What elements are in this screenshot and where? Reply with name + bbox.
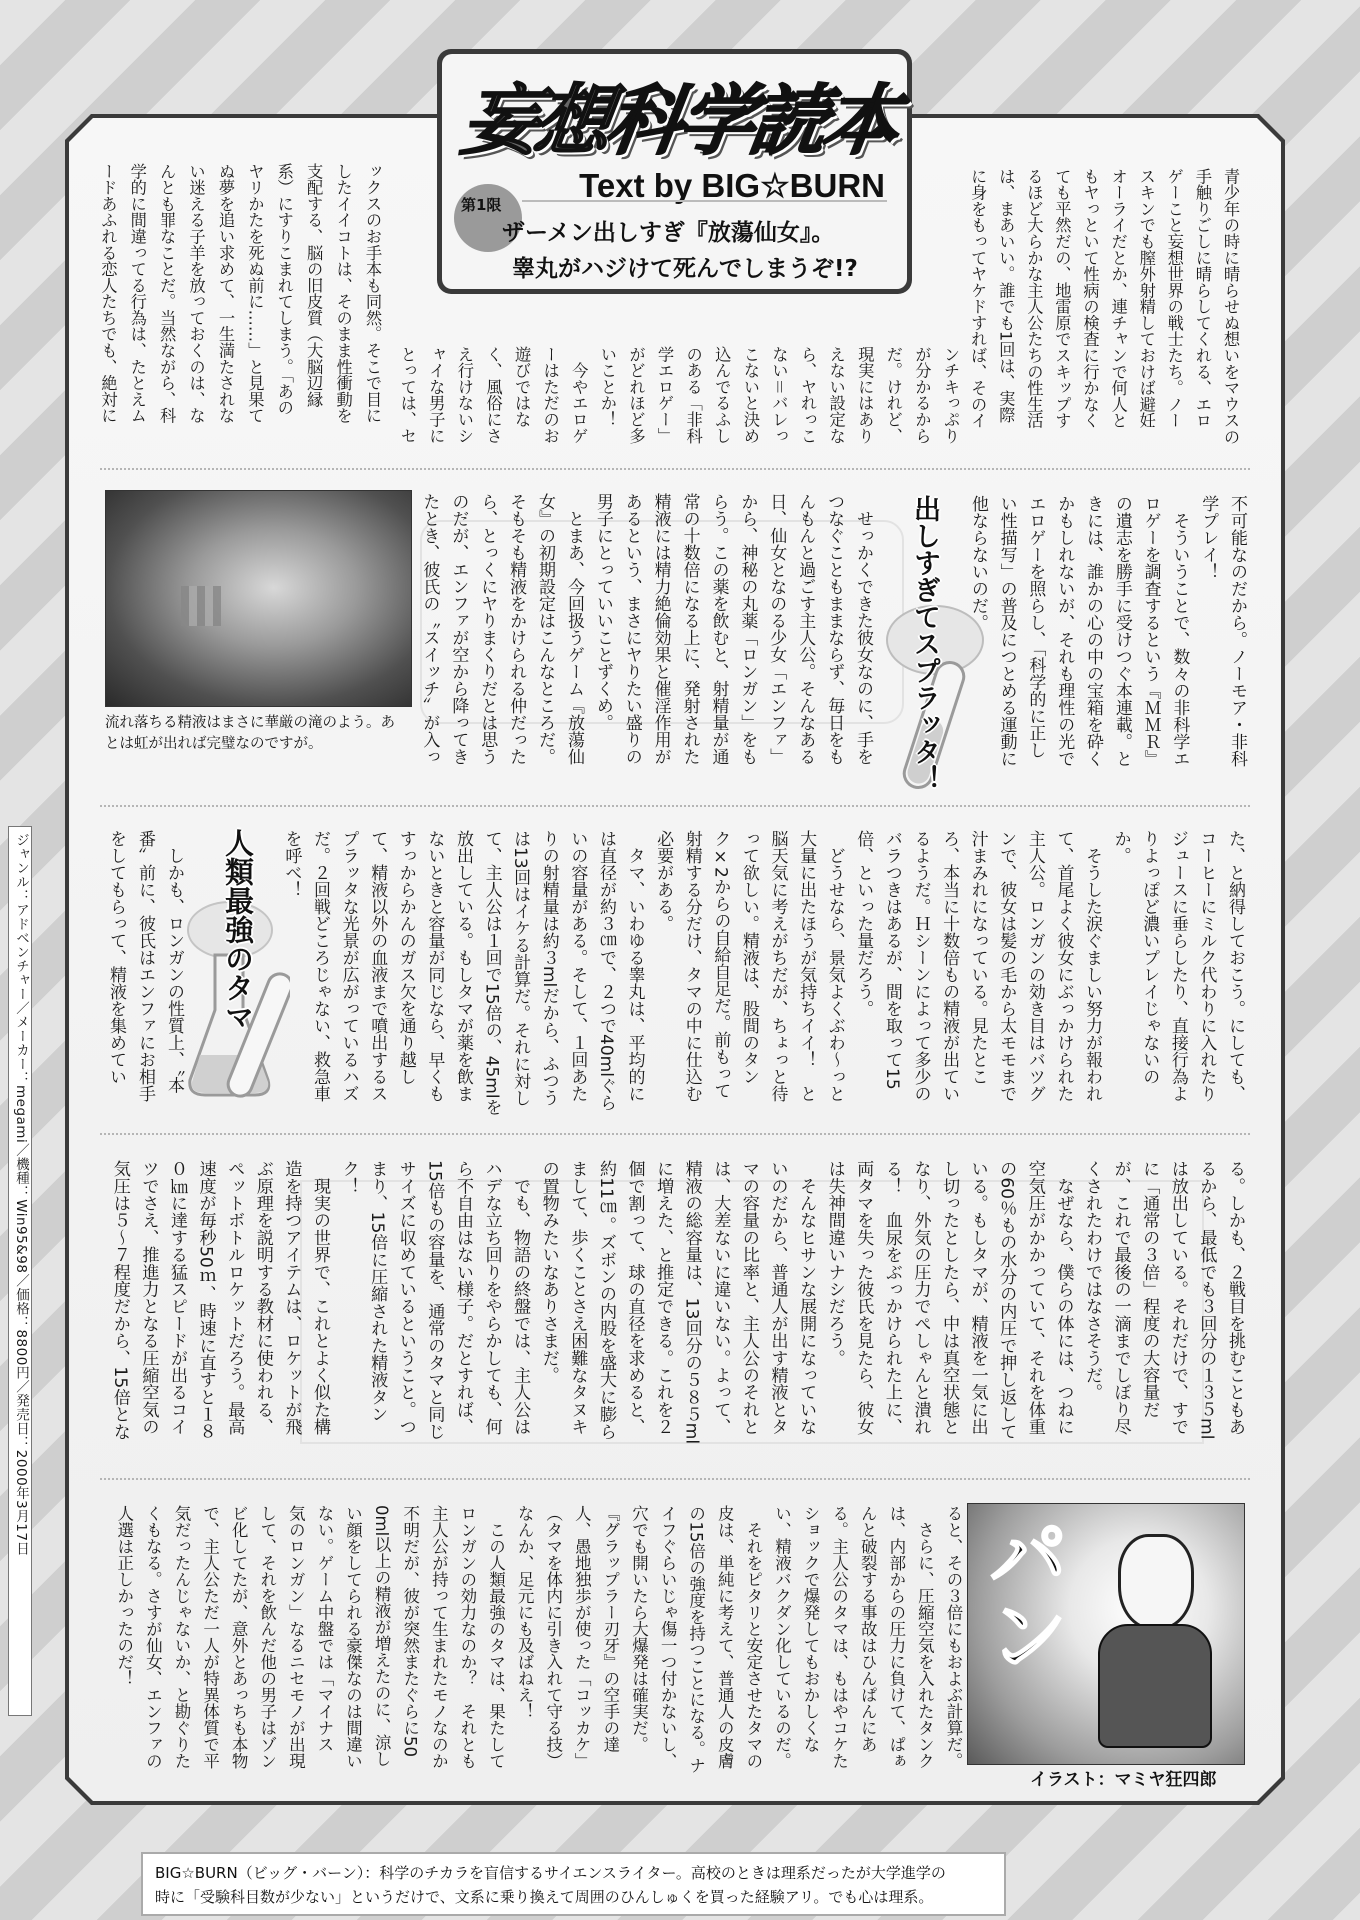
title-box-inner [442,54,907,289]
article-text-block: しかも、ロンガンの性質上、〝本 番〟前に、彼氏はエンファにお相手 をしてもらって、精液を集めてい [106,830,184,1102]
author-bio-line2: 時に「受験科目数が少ない」というだけで、文系に乗り換えて周囲のひんしゅくを買った経験アリ。でも心は理系。 [155,1888,934,1906]
title-box [437,49,912,294]
row-separator [100,805,1250,807]
row-separator [100,468,1250,470]
row-separator [100,1478,1250,1480]
series-title-part1: 妄想 [456,76,614,165]
game-screenshot-image [105,490,412,707]
subtitle-line1: ザーメン出しすぎ『放蕩仙女』。 [502,220,835,246]
series-title-part2: 科学読本 [600,76,902,165]
article-text-block: ンチキっぷり が分かるから だ。けれど、 現実にはあり えない設定な ら、ヤれっこ ない＝バレっ こないと決め 込んでるふし のある「非科 学エロゲー」 がどれほど多 いことか！ 今やエロゲ ーはただのお 遊びではな く、風俗にさ え行けないシ ャイな男子に とっては、セ [397,346,960,444]
manga-illustration [967,1503,1245,1765]
mosaic-censor [181,586,221,626]
author-bio-box [141,1852,1006,1916]
article-text-block: ックスのお手本も同然。そこで目に したイイコトは、そのまま性衝動を 支配する、脳の旧皮質（大脳辺縁 系）にすりこまれてしまう。「あの ヤリかたを死ぬ前に……」と見果て ぬ夢を追い求めて、一生満たされな い迷える子羊を放っておくのは、な んとも罪なことだ。当然ながら、科 学的に間違ってる行為は、たとえム ードあふれる恋人たちでも、絶対に [98,163,382,424]
title-divider [522,200,887,202]
lesson-badge-label: 第1限 [461,196,502,214]
article-text-block: せっかくできた彼女なのに、手を つなぐこともままならず、毎日をも んもんと過ごす主人公。そんなある 日、仙女となのる少女「エンファ」 から、神秘の丸薬「ロンガン」をも らう。この薬を飲むと、射精量が通 常の十数倍になる上に、発射された 精液には精力絶倫効果と催淫作用が あるという、まさにヤりたい盛りの 男子にとっていいことずくめ。 とまあ、今回扱うゲーム『放蕩仙 女』の初期設定はこんなところだ。 そもそも精液をかけられる仲だった ら、とっくにヤりまくりだとは思う のだが、エンファが空から降ってき たとき、彼氏の〝スイッチ〟が入っ [419,493,873,765]
subtitle-line2: 睾丸がハジけて死んでしまうぞ!? [512,256,858,282]
article-text-block: 青少年の時に晴らせぬ想いをマウスの 手触りごしに晴らしてくれる、エロ ゲーこと妄想世界の戦士たち。ノー スキンでも膣外射精しておけば避妊 オーライだとか、連チャンで何人と もヤっといて性病の検査に行かなく ても平然だの、地雷原でスキップす るほど大らかな主人公たちの性生活 は、まあいい。誰でも1回は、実際 に身をもってヤケドすれば、そのイ [968,168,1240,445]
section-heading-strongest: 人類最強のタマ [221,828,255,1031]
illustration-credit: イラスト：マミヤ狂四郎 [1030,1770,1217,1790]
section-heading-splatter: 出しすぎてスプラッタ！ [909,495,940,792]
series-title [456,60,903,169]
byline: Text by BIG☆BURN [579,167,885,204]
illustration-face [1118,1534,1194,1630]
screenshot-caption: 流れ落ちる精液はまさに華厳の滝のよう。あ とは虹が出れば完璧なのですが。 [105,715,395,752]
row-separator [100,1133,1250,1135]
article-text-block: ると、その３倍にもおよぶ計算だ。 さらに、圧縮空気を入れたタンク は、内部からの圧力に負けて、ぱぁ んと破裂する事故はひんぱんにあ る。主人公のタマは、もはやコケた ショックで爆発してもおかしくな い、精液バクダン化しているのだ。 それをピタリと安定させたタマの 皮は、単純に考えて、普通人の皮膚 の15倍の強度を持つことになる。ナ イフぐらいじゃ傷一つ付かないし、 穴でも開いたら大爆発は確実だ。 『グラップラー刃牙』の空手の達 人、愚地独歩が使った「コッカケ」 （タマを体内に引き入れて守る技） なんか、足元にも及ばねえ！ この人類最強のタマは、果たして ロンガンの効力なのか？ それとも 主人公が持って生まれたモノなのか 不明だが、彼が突然またぐらに50 0ml以上の精液が増えたのに、涼し い顔をしてられる豪傑なのは間違い ない。ゲーム中盤では「マイナス 気のロンガン」なるニセモノが出現 して、それを飲んだ他の男子はゾン ビ化してたが、意外とあっちも本物 で、主人公ただ一人が特異体質で平 気だったんじゃないか、と勘ぐりた くもなる。さすが仙女、エンファの 人選は正しかったのだ！ [114,1505,963,1774]
game-info-strip [8,826,32,1716]
author-bio-line1: BIG☆BURN（ビッグ・バーン）：科学のチカラを盲信するサイエンスライター。高校のときは理系だったが大学進学の [155,1864,946,1882]
illustration-body [1098,1624,1212,1748]
article-text-block: る。しかも、２戦目を挑むこともあ るから、最低でも３回分の１３５ml は放出している。それだけで、すで に「通常の３倍」程度の大容量だ が、これで最後の一滴までしぼり尽 くされたわけではなさそうだ。 なぜなら、僕らの体には、つねに 空気圧がかかっていて、それを体重 の60％もの水分の内圧で押し返して いる。もしタマが、精液を一気に出 し切ったとしたら、中は真空状態と なり、外気の圧力でぺしゃんと潰れ る！ 血尿をぶっかけられた上に、 両タマを失った彼氏を見たら、彼女 は失神間違いナシだろう。 そんなヒサンな展開になっていな いのだから、普通人が出す精液とタ マの容量の比率と、主人公のそれと は、大差ないに違いない。よって、 精液の総容量は、13回分の５８５ml に増えた、と推定できる。これを２ 個で割って、球の直径を求めると、 約11㎝。ズボンの内股を盛大に膨ら まして、歩くことさえ困難なタヌキ の置物みたいなありさまだ。 でも、物語の終盤では、主人公は ハデな立ち回りをやらかしても、何 ら不自由はない様子。だとすれば、 15倍もの容量を、通常のタマと同じ サイズに収めているということ。つ まり、15倍に圧縮された精液タン ク！ 現実の世界で、これとよく似た構 造を持つアイテムは、ロケットが飛 ぶ原理を説明する教材に使われる、 ペットボトルロケットだろう。最高 速度が毎秒50ｍ、時速に直すと１８ ０㎞に達する猛スピードが出るコイ ツでさえ、推進力となる圧縮空気の 気圧は５～７程度だから、15倍とな [109,1160,1245,1445]
article-text-block: 不可能なのだから。ノーモア・非科 学プレイ！ そういうことで、数々の非科学エ ロゲーを調査するという『ＭＭＲ』 の遺志を勝手に受けつぐ本連載。と きには、誰かの心の中の宝箱を砕く かもしれないが、それも理性の光で エロゲーを照らし、「科学的に正し い性描写」の普及につとめる運動に 他ならないのだ。 [967,495,1247,767]
game-info-text: ジャンル：アドベンチャー／メーカー：megami／機種：Win95&98／価格：8800円／発売日：2000年3月17日 [13,833,29,1556]
article-text-block: た、と納得しておこう。にしても、 コーヒーにミルク代わりに入れたり ジュースに垂らしたり、直接行為よ りよっぽど濃いプレイじゃないの か。 そうした涙ぐましい努力が報われ て、首尾よく彼女にぶっかけられた 主人公。ロンガンの効き目はバツグ ンで、彼女は髪の毛から太モモまで 汁まみれになっている。見たとこ ろ、本当に十数倍もの精液が出てい るようだ。Ｈシーンによって多少の バラつきはあるが、間を取って15 倍、といった量だろう。 どうせなら、景気よくぶわ～っと 大量に出たほうが気持ちイイ！ と 脳天気に考えがちだが、ちょっと待 って欲しい。精液は、股間のタン ク×2からの自給自足だ。前もって 射精する分だけ、タマの中に仕込む 必要がある。 タマ、いわゆる睾丸は、平均的に は直径が約３㎝で、２つで40mlぐら いの容量がある。そして、１回あた りの射精量は約３mlだから、ふつう は13回はイケる計算だ。それに対し て、主人公は１回で15倍の、45mlを 放出している。もしタマが薬を飲ま ないときと容量が同じなら、早くも すっからかんのガス欠を通り越し て、精液以外の血液まで噴出するス プラッタな光景が広がっているハズ だ。２回戦どころじゃない、救急車 を呼べ！ [281,830,1245,1116]
illustration-sound-effect: パン [975,1514,1068,1674]
